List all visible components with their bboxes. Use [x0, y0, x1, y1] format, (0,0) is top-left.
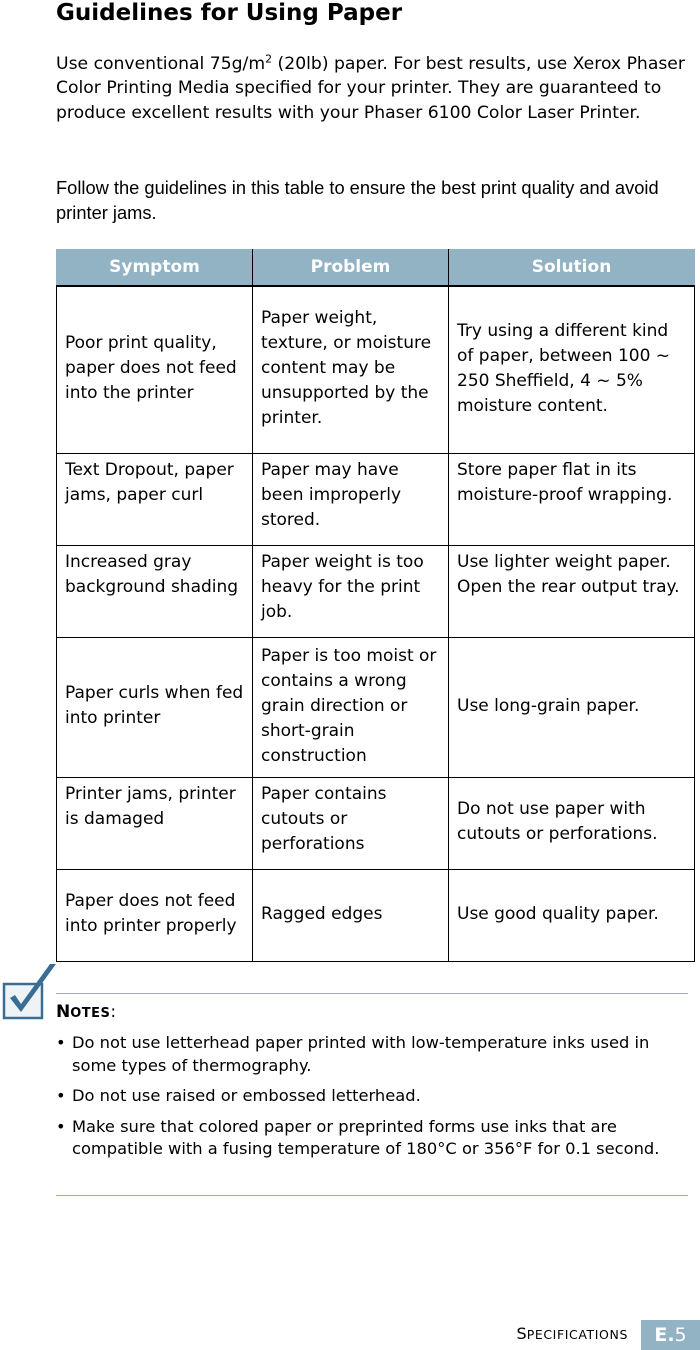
intro-paragraph [56, 52, 686, 125]
table-row [57, 545, 695, 637]
intro-text-start: Use conventional 75g/m [56, 54, 266, 74]
problem-cell: Paper contains cutouts or perforations [253, 777, 449, 869]
notes-box [56, 993, 688, 1196]
symptom-cell: Printer jams, printer is damaged [57, 777, 253, 869]
solution-cell: Use lighter weight paper. Open the rear output tray. [449, 545, 695, 637]
list-item [56, 1085, 688, 1108]
page-number-badge [641, 1320, 700, 1350]
header-solution: Solution [449, 249, 695, 286]
solution-cell: Store paper flat in its moisture-proof wrapping. [449, 453, 695, 545]
table-header-row [57, 249, 695, 286]
table-row [57, 637, 695, 777]
footer-section-name [517, 1322, 628, 1347]
solution-cell: Use good quality paper. [449, 869, 695, 961]
list-item [56, 1116, 688, 1161]
symptom-cell: Paper does not feed into printer properly [57, 869, 253, 961]
checkmark-box-icon [0, 962, 60, 1032]
symptom-cell: Paper curls when fed into printer [57, 637, 253, 777]
table-row [57, 453, 695, 545]
problem-cell: Ragged edges [253, 869, 449, 961]
note-text: Do not use letterhead paper printed with low-temperature inks used in some types of thermography. [72, 1033, 650, 1075]
page-title: Guidelines for Using Paper [56, 0, 403, 26]
problem-cell: Paper may have been improperly stored. [253, 453, 449, 545]
bullet: • [56, 1116, 66, 1136]
header-problem: Problem [253, 249, 449, 286]
table-row [57, 777, 695, 869]
page-prefix: E. [654, 1324, 675, 1346]
footer-section-rest: PECIFICATIONS [526, 1327, 628, 1342]
follow-paragraph: Follow the guidelines in this table to ensure the best print quality and avoid printer jams. [56, 177, 659, 223]
solution-cell: Do not use paper with cutouts or perforations. [449, 777, 695, 869]
bullet: • [56, 1033, 66, 1052]
guidelines-table [56, 249, 695, 962]
notes-title-colon: : [110, 1002, 117, 1022]
table-row [57, 286, 695, 453]
header-symptom: Symptom [57, 249, 253, 286]
solution-cell: Use long-grain paper. [449, 637, 695, 777]
problem-cell: Paper is too moist or contains a wrong grain direction or short-grain construction [253, 637, 449, 777]
note-text: Do not use raised or embossed letterhead. [72, 1086, 421, 1105]
page-number: 5 [674, 1324, 687, 1346]
symptom-cell: Text Dropout, paper jams, paper curl [57, 453, 253, 545]
notes-title-initial: N [56, 1002, 71, 1022]
notes-title [56, 1000, 116, 1026]
intro-superscript: 2 [265, 52, 273, 66]
note-text: Make sure that colored paper or preprinted forms use inks that are compatible with a fusing temperature of 180°C or 356°F for 0.1 second. [72, 1116, 660, 1158]
problem-cell: Paper weight, texture, or moisture content may be unsupported by the printer. [253, 286, 449, 453]
intro-text-end: (20lb) paper. For best results, use Xerox Phaser Color Printing Media specified for your printer. They are guaranteed to produce excellent results with your Phaser 6100 Color Laser Printer. [56, 54, 685, 123]
solution-cell: Try using a different kind of paper, between 100 ~ 250 Sheffield, 4 ~ 5% moisture content. [449, 286, 695, 453]
symptom-cell: Poor print quality, paper does not feed into the printer [57, 286, 253, 453]
footer-section-initial: S [516, 1324, 527, 1343]
bullet: • [56, 1086, 66, 1105]
table-row [57, 869, 695, 961]
symptom-cell: Increased gray background shading [57, 545, 253, 637]
problem-cell: Paper weight is too heavy for the print job. [253, 545, 449, 637]
notes-title-rest: OTES [70, 1006, 111, 1021]
notes-list [56, 1032, 688, 1169]
list-item [56, 1032, 688, 1077]
